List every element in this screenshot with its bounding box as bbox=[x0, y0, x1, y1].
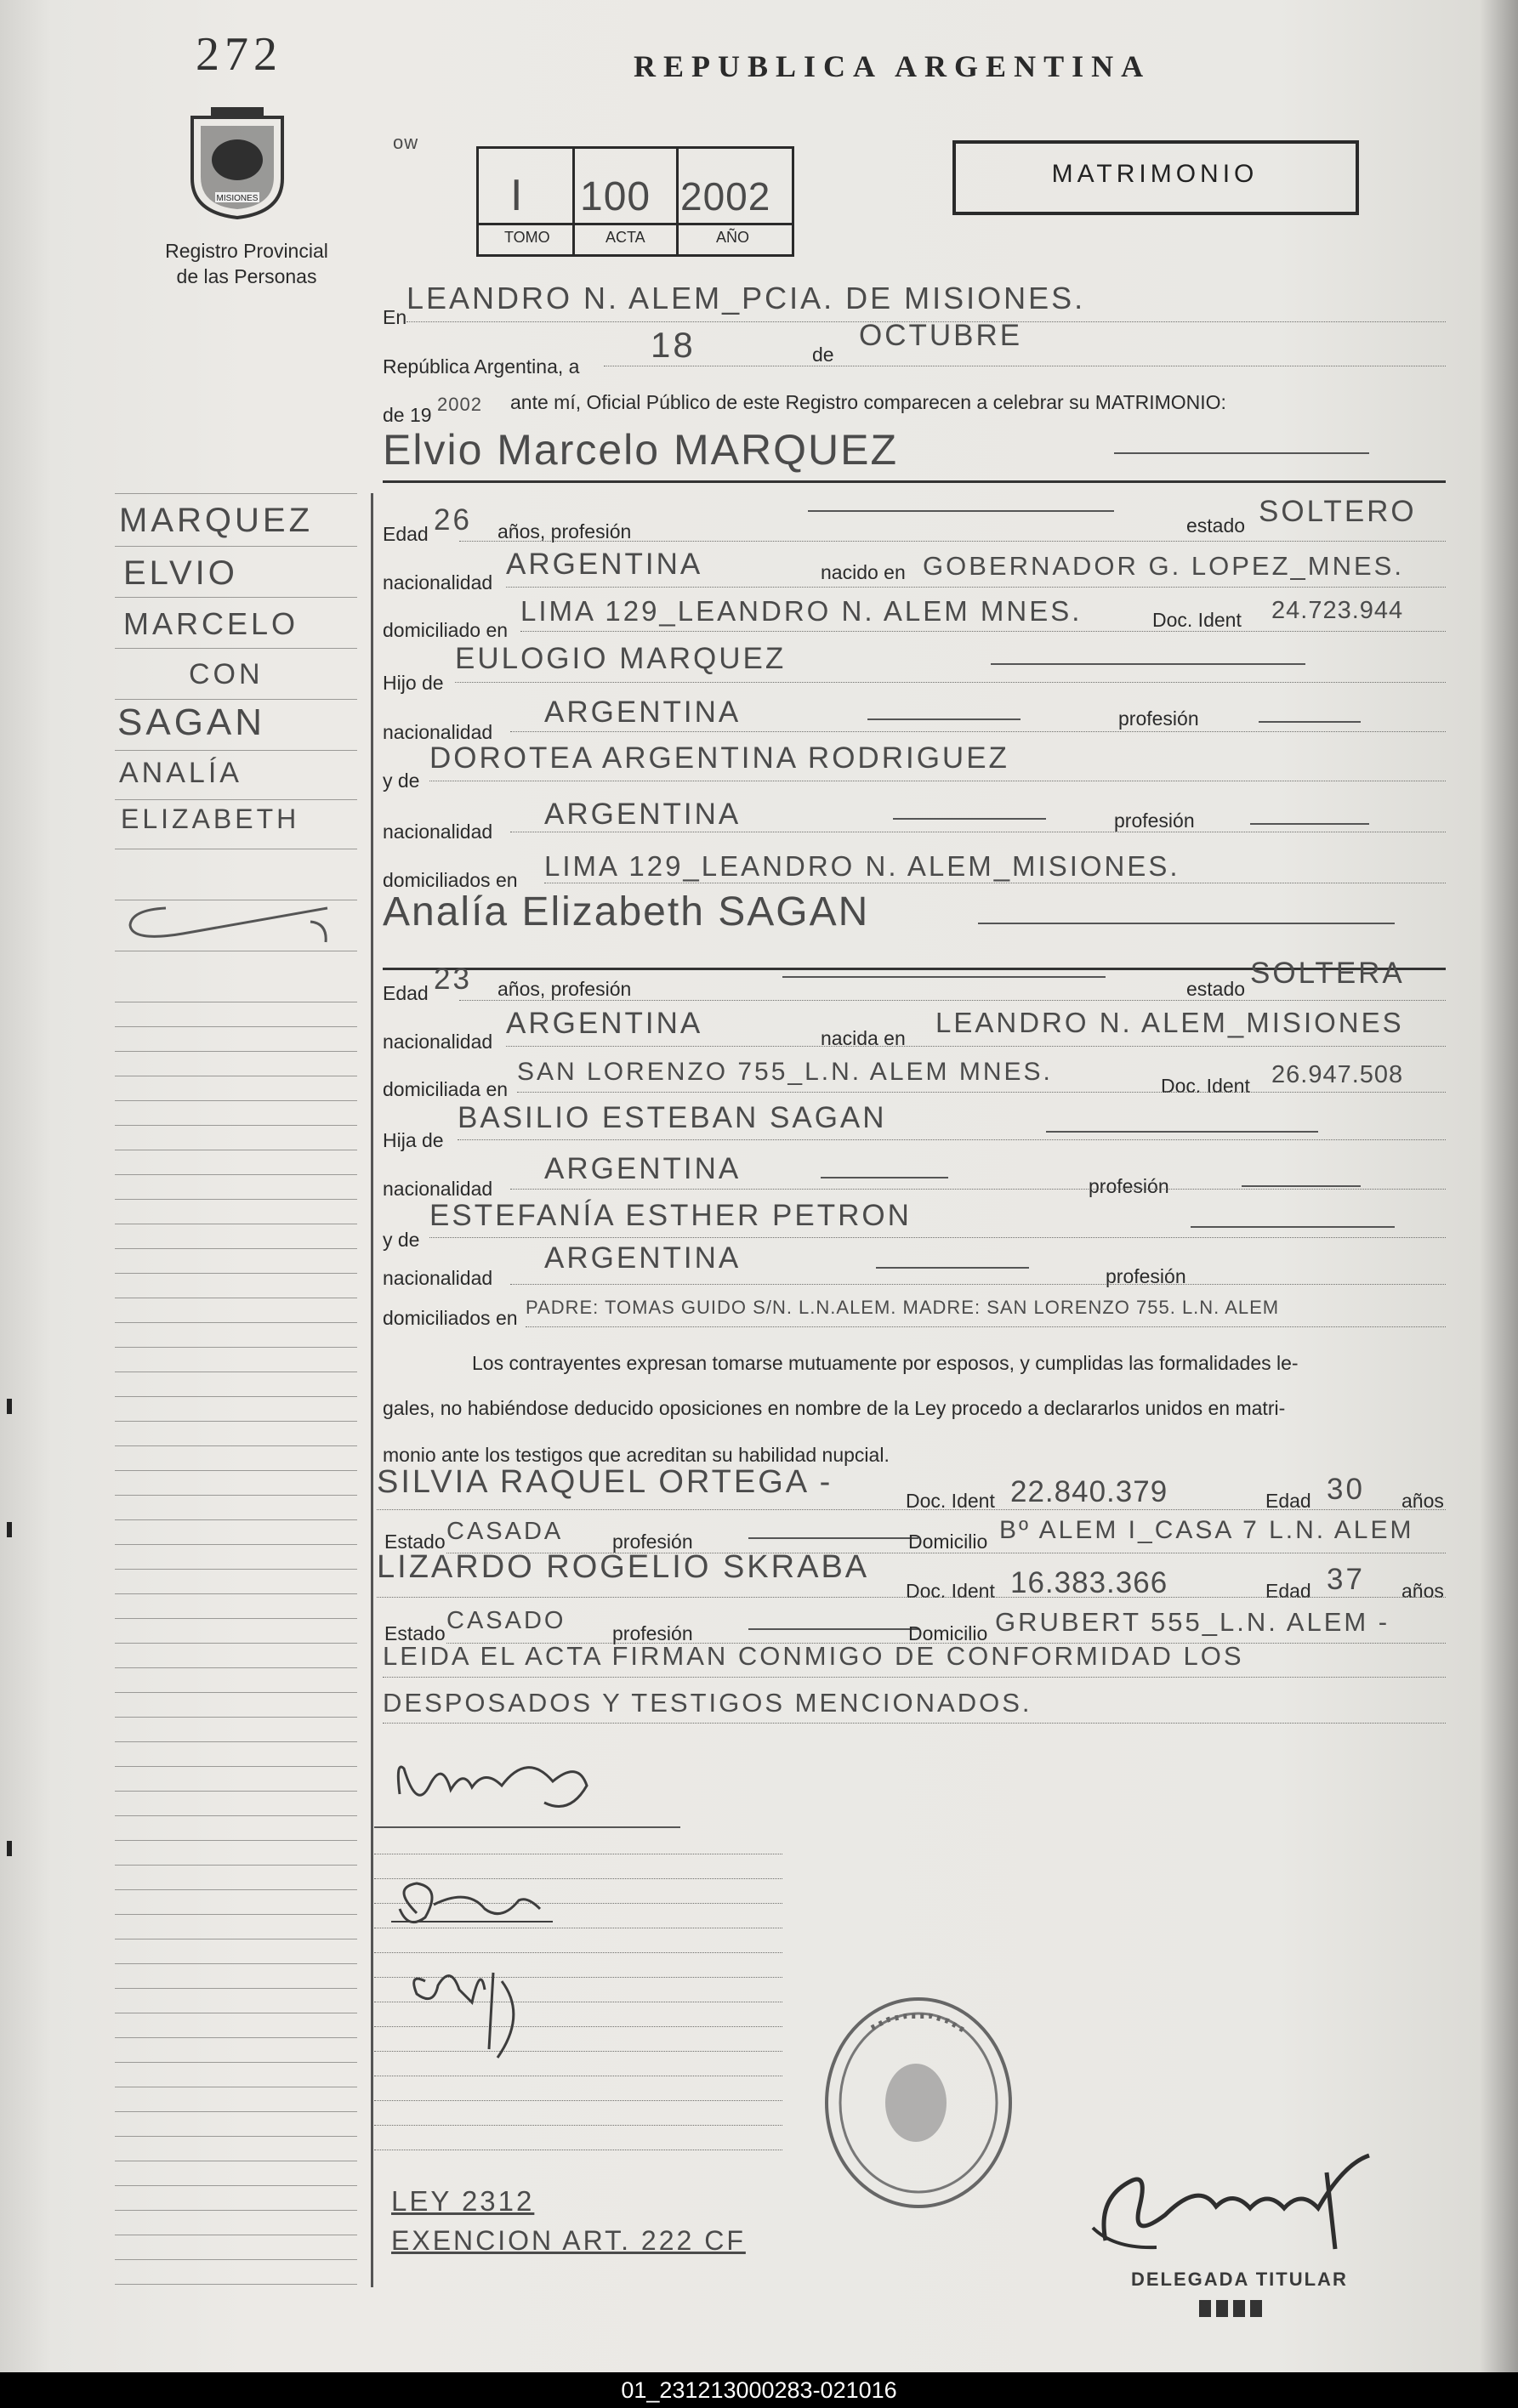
witness1-edad-label: Edad bbox=[1265, 1490, 1311, 1512]
witness1-name: SILVIA RAQUEL ORTEGA - bbox=[377, 1464, 833, 1500]
witness1-prof-label: profesión bbox=[612, 1531, 693, 1553]
corner-mark: ow bbox=[393, 132, 419, 153]
groom-domicilio: LIMA 129_LEANDRO N. ALEM MNES. bbox=[520, 595, 1083, 627]
margin-rule-line bbox=[115, 1174, 357, 1175]
margin-rule-line bbox=[115, 1445, 357, 1446]
witness2-doc: 16.383.366 bbox=[1010, 1566, 1168, 1599]
place-value: LEANDRO N. ALEM_PCIA. DE MISIONES. bbox=[407, 281, 1086, 315]
bride-padre-nac-label: nacionalidad bbox=[383, 1178, 493, 1200]
margin-rule-line bbox=[115, 1766, 357, 1767]
signature-rule-line bbox=[374, 2100, 782, 2101]
witness-signature-icon bbox=[400, 1947, 544, 2075]
margin-rule-line bbox=[115, 1495, 357, 1496]
witness1-domicilio: Bº ALEM I_CASA 7 L.N. ALEM bbox=[999, 1516, 1414, 1544]
margin-rule-line bbox=[115, 1914, 357, 1915]
witness1-estado: CASADA bbox=[446, 1518, 564, 1545]
margin-rule-line bbox=[115, 1421, 357, 1422]
bride-madre-nac-label: nacionalidad bbox=[383, 1267, 493, 1289]
witness2-estado-label: Estado bbox=[384, 1622, 446, 1644]
tomo-label: TOMO bbox=[504, 229, 550, 246]
day-value: 18 bbox=[651, 325, 696, 365]
groom-yde-label: y de bbox=[383, 770, 420, 792]
margin-rule-line bbox=[115, 1199, 357, 1200]
country-title: REPUBLICA ARGENTINA bbox=[634, 49, 1151, 83]
groom-nacionalidad: ARGENTINA bbox=[506, 548, 703, 581]
groom-madre-nac-label: nacionalidad bbox=[383, 821, 493, 843]
margin-rule-line bbox=[115, 1026, 357, 1027]
margin-rule-line bbox=[115, 2136, 357, 2137]
bride-estado-label: estado bbox=[1186, 978, 1246, 1000]
groom-signature-icon bbox=[383, 1735, 621, 1828]
comparecen-text: ante mí, Oficial Público de este Registro comparecen a celebrar su MATRIMONIO: bbox=[510, 391, 1226, 413]
groom-padre-nac-label: nacionalidad bbox=[383, 721, 493, 743]
margin-rule-line bbox=[115, 1125, 357, 1126]
margin-rule-line bbox=[115, 1569, 357, 1570]
groom-hijo-label: Hijo de bbox=[383, 672, 444, 694]
witness2-dom-label: Domicilio bbox=[908, 1622, 988, 1644]
margin-rule-line bbox=[115, 1470, 357, 1471]
anio-label: AÑO bbox=[716, 229, 750, 246]
margin-rule-line bbox=[115, 1051, 357, 1052]
bride-nac-label: nacionalidad bbox=[383, 1031, 493, 1053]
margin-rule-line bbox=[115, 1865, 357, 1866]
margin-rule-line bbox=[115, 1593, 357, 1594]
closing-line1: LEIDA EL ACTA FIRMAN CONMIGO DE CONFORMIDAD LOS bbox=[383, 1641, 1244, 1671]
margin-rule-line bbox=[115, 1618, 357, 1619]
margin-line: ELIZABETH bbox=[121, 804, 300, 834]
signature-rule-line bbox=[374, 2125, 782, 2126]
margin-rule-line bbox=[115, 2210, 357, 2211]
officer-stamp-mark bbox=[1199, 2300, 1267, 2317]
witness2-edad-label: Edad bbox=[1265, 1580, 1311, 1602]
de-label: de bbox=[812, 344, 834, 366]
groom-doc-label: Doc. Ident bbox=[1152, 609, 1242, 631]
bride-edad-label: Edad bbox=[383, 982, 429, 1004]
witness2-estado: CASADO bbox=[446, 1607, 566, 1634]
official-stamp-icon bbox=[821, 1994, 1016, 2211]
year-value: 2002 bbox=[437, 394, 482, 415]
registry-seal-icon bbox=[185, 100, 289, 219]
margin-rule-line bbox=[115, 1791, 357, 1792]
margin-rule-line bbox=[115, 2259, 357, 2260]
registry-name-line2: de las Personas bbox=[176, 265, 317, 287]
law-line1: LEY 2312 bbox=[391, 2185, 535, 2217]
bride-yde-label: y de bbox=[383, 1229, 420, 1251]
groom-padre-prof-label: profesión bbox=[1118, 707, 1199, 730]
groom-edad-label: Edad bbox=[383, 523, 429, 545]
margin-rule-line bbox=[115, 2037, 357, 2038]
bride-nacionalidad: ARGENTINA bbox=[506, 1007, 703, 1040]
officer-title: DELEGADA TITULAR bbox=[1131, 2269, 1348, 2290]
bride-padres-dom-label: domiciliados en bbox=[383, 1307, 518, 1329]
witness2-edad: 37 bbox=[1327, 1563, 1365, 1596]
groom-dom-label: domiciliado en bbox=[383, 619, 509, 641]
margin-line: MARCELO bbox=[123, 606, 299, 641]
margin-rule-line bbox=[115, 1840, 357, 1841]
svg-text:MISIONES: MISIONES bbox=[216, 194, 259, 203]
margin-line: ANALÍA bbox=[119, 757, 242, 789]
margin-rule-line bbox=[115, 2185, 357, 2186]
groom-padres-dom: LIMA 129_LEANDRO N. ALEM_MISIONES. bbox=[544, 850, 1180, 882]
bride-edad: 23 bbox=[434, 963, 472, 996]
bride-hija-label: Hija de bbox=[383, 1129, 444, 1151]
witness1-anos: años bbox=[1401, 1490, 1444, 1512]
witness2-name: LIZARDO ROGELIO SKRABA bbox=[377, 1549, 870, 1585]
margin-line: SAGAN bbox=[117, 701, 266, 743]
witness2-doc-label: Doc. Ident bbox=[906, 1580, 995, 1602]
margin-rule-line bbox=[115, 1815, 357, 1816]
bride-madre: ESTEFANÍA ESTHER PETRON bbox=[429, 1199, 912, 1232]
page-number: 272 bbox=[196, 28, 282, 81]
bride-domicilio: SAN LORENZO 755_L.N. ALEM MNES. bbox=[517, 1058, 1053, 1086]
groom-estado-label: estado bbox=[1186, 514, 1246, 537]
record-type-title: MATRIMONIO bbox=[1051, 160, 1259, 188]
bride-madre-prof-label: profesión bbox=[1106, 1265, 1186, 1287]
margin-rule-line bbox=[115, 2062, 357, 2063]
margin-rule-line bbox=[115, 1717, 357, 1718]
en-label: En bbox=[383, 306, 407, 328]
acta-value: 100 bbox=[580, 174, 651, 219]
declaration-line3: monio ante los testigos que acreditan su habilidad nupcial. bbox=[383, 1444, 890, 1466]
groom-madre-nac: ARGENTINA bbox=[544, 798, 742, 831]
margin-flourish-icon bbox=[115, 891, 361, 951]
groom-padre-nac: ARGENTINA bbox=[544, 696, 742, 729]
bride-padre-nac: ARGENTINA bbox=[544, 1152, 742, 1185]
margin-rule-line bbox=[115, 1889, 357, 1890]
declaration-line2: gales, no habiéndose deducido oposiciones en nombre de la Ley procedo a declararlos unidos en matri- bbox=[383, 1397, 1286, 1419]
margin-rule-line bbox=[115, 1963, 357, 1964]
groom-nacido-label: nacido en bbox=[821, 561, 906, 583]
margin-rule-line bbox=[115, 1273, 357, 1274]
witness1-estado-label: Estado bbox=[384, 1531, 446, 1553]
tomo-value: I bbox=[510, 171, 526, 220]
witness1-edad: 30 bbox=[1327, 1473, 1365, 1506]
registry-name-line1: Registro Provincial bbox=[165, 240, 328, 262]
officer-signature-icon bbox=[1080, 2147, 1403, 2266]
margin-rule-line bbox=[115, 1741, 357, 1742]
margin-rule-line bbox=[115, 2111, 357, 2112]
margin-rule-line bbox=[115, 1643, 357, 1644]
margin-line: CON bbox=[189, 658, 264, 690]
witness1-dom-label: Domicilio bbox=[908, 1531, 988, 1553]
groom-name: Elvio Marcelo MARQUEZ bbox=[383, 426, 898, 474]
margin-line: ELVIO bbox=[123, 554, 238, 592]
groom-padre: EULOGIO MARQUEZ bbox=[455, 642, 787, 675]
law-line2: EXENCION ART. 222 CF bbox=[391, 2225, 746, 2256]
binding-mark bbox=[7, 1522, 12, 1537]
bride-doc-label: Doc. Ident bbox=[1161, 1075, 1250, 1097]
month-value: OCTUBRE bbox=[859, 319, 1023, 352]
bride-estado: SOLTERA bbox=[1250, 957, 1405, 990]
margin-rule-line bbox=[115, 1988, 357, 1989]
binding-mark bbox=[7, 1399, 12, 1414]
witness1-doc: 22.840.379 bbox=[1010, 1475, 1168, 1508]
bride-dom-label: domiciliada en bbox=[383, 1078, 509, 1100]
groom-doc: 24.723.944 bbox=[1271, 597, 1404, 624]
margin-rule-line bbox=[115, 1248, 357, 1249]
witness2-domicilio: GRUBERT 555_L.N. ALEM - bbox=[995, 1607, 1390, 1637]
bride-doc: 26.947.508 bbox=[1271, 1061, 1404, 1088]
closing-line2: DESPOSADOS Y TESTIGOS MENCIONADOS. bbox=[383, 1688, 1032, 1718]
margin-rule-line bbox=[115, 1322, 357, 1323]
binding-mark bbox=[7, 1841, 12, 1856]
bride-nacida: LEANDRO N. ALEM_MISIONES bbox=[935, 1007, 1404, 1038]
margin-rule-line bbox=[115, 1692, 357, 1693]
margin-rule-line bbox=[115, 2284, 357, 2285]
witness2-anos: años bbox=[1401, 1580, 1444, 1602]
bride-padre: BASILIO ESTEBAN SAGAN bbox=[458, 1101, 887, 1134]
groom-padres-dom-label: domiciliados en bbox=[383, 869, 518, 891]
declaration-line1: Los contrayentes expresan tomarse mutuamente por esposos, y cumplidas las formalidades le- bbox=[472, 1352, 1299, 1374]
margin-rule-line bbox=[115, 1396, 357, 1397]
bride-anos-label: años, profesión bbox=[497, 978, 632, 1000]
margin-rule-line bbox=[115, 1100, 357, 1101]
margin-rule-line bbox=[115, 1347, 357, 1348]
bride-name: Analía Elizabeth SAGAN bbox=[383, 889, 870, 934]
bride-padres-dom: PADRE: TOMAS GUIDO S/N. L.N.ALEM. MADRE: SAN LORENZO 755. L.N. ALEM bbox=[526, 1297, 1280, 1318]
witness2-prof-label: profesión bbox=[612, 1622, 693, 1644]
bride-nacida-label: nacida en bbox=[821, 1027, 906, 1049]
groom-madre: DOROTEA ARGENTINA RODRIGUEZ bbox=[429, 741, 1009, 775]
bride-padre-prof-label: profesión bbox=[1089, 1175, 1169, 1197]
groom-nacido: GOBERNADOR G. LOPEZ_MNES. bbox=[923, 551, 1404, 581]
margin-rule-line bbox=[115, 1519, 357, 1520]
republica-label: República Argentina, a bbox=[383, 355, 580, 378]
groom-anos-label: años, profesión bbox=[497, 520, 632, 542]
acta-label: ACTA bbox=[605, 229, 645, 246]
bride-signature-icon bbox=[383, 1871, 570, 1947]
margin-rule-line bbox=[115, 1667, 357, 1668]
groom-edad: 26 bbox=[434, 503, 472, 537]
bride-madre-nac: ARGENTINA bbox=[544, 1241, 742, 1275]
groom-estado: SOLTERO bbox=[1259, 495, 1417, 528]
anio-value: 2002 bbox=[680, 174, 771, 219]
de19-label: de 19 bbox=[383, 404, 432, 426]
groom-nac-label: nacionalidad bbox=[383, 571, 493, 593]
groom-madre-prof-label: profesión bbox=[1114, 809, 1195, 832]
margin-line: MARQUEZ bbox=[119, 502, 313, 539]
witness1-doc-label: Doc. Ident bbox=[906, 1490, 995, 1512]
margin-rule-line bbox=[115, 1544, 357, 1545]
image-id-footer: 01_231213000283-021016 bbox=[0, 2372, 1518, 2408]
